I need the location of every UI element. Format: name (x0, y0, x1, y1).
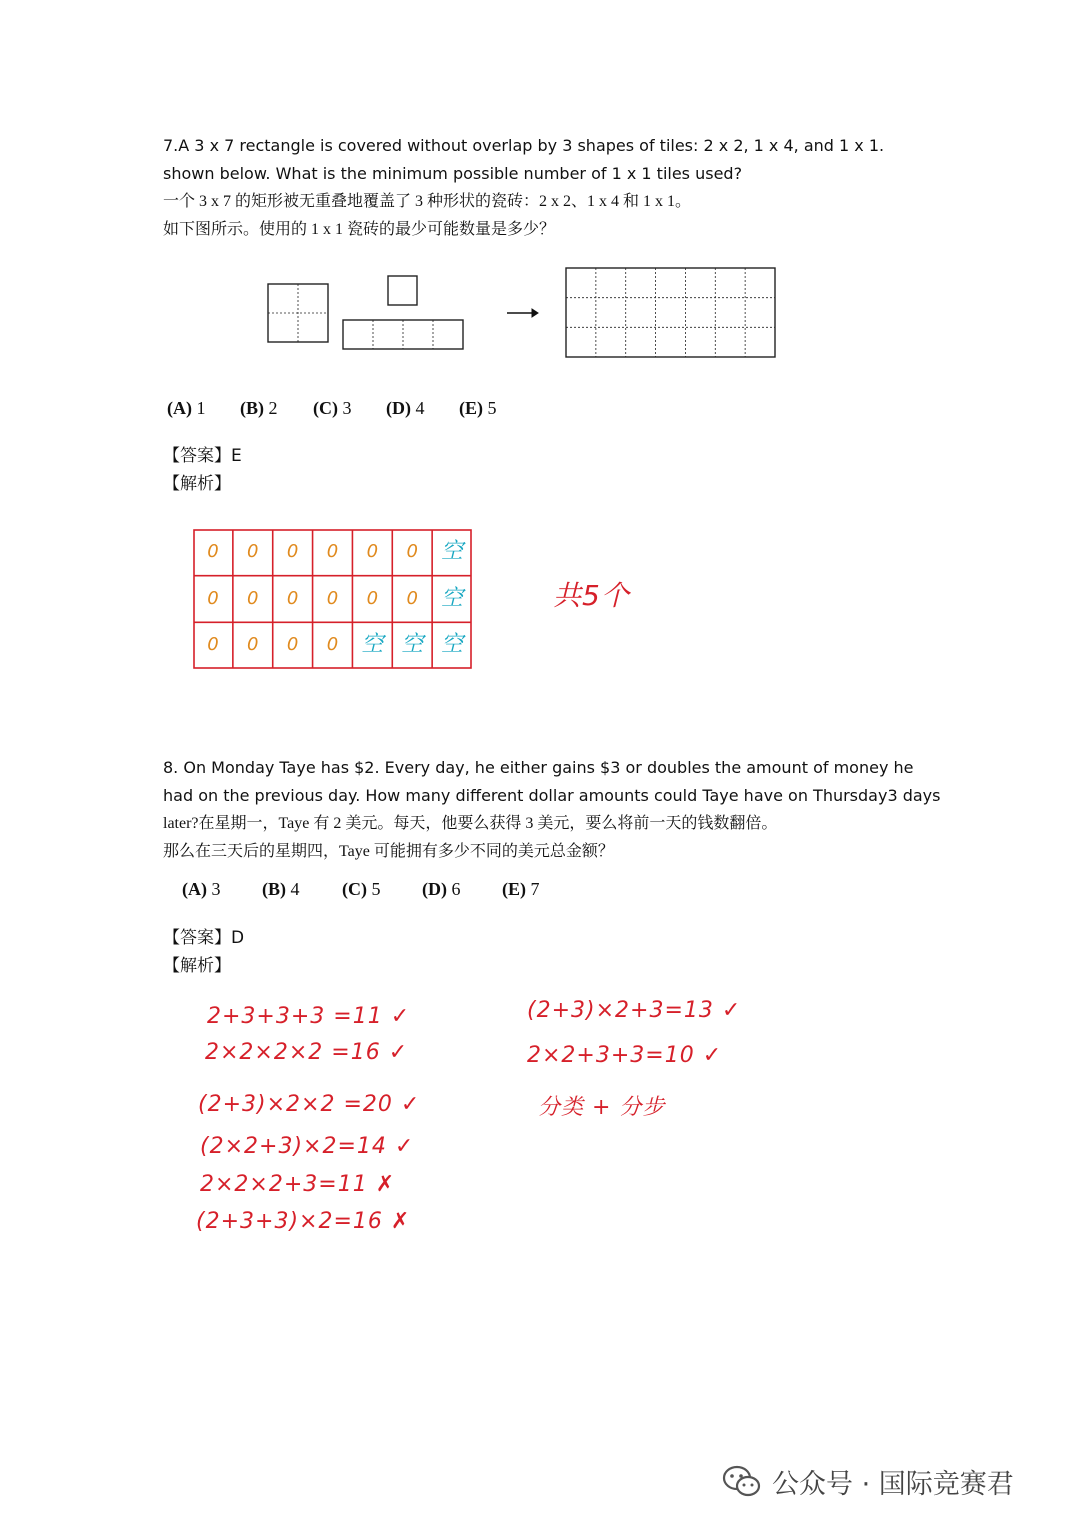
grid-cell: 0 (326, 634, 339, 656)
grid-cell: 0 (286, 634, 299, 656)
q8-work-line-1: 2+3+3+3 =11 ✓ (207, 1004, 411, 1029)
q7-choice-a[interactable]: (A) 1 (167, 398, 206, 418)
q7-choice-b[interactable]: (B) 2 (240, 398, 278, 418)
grid-cell: 0 (326, 587, 339, 609)
q7-solution-grid (193, 529, 472, 669)
tile-1x1 (388, 276, 417, 305)
q8-work-line-2: 2×2×2×2 =16 ✓ (205, 1040, 409, 1065)
grid-cell: 0 (247, 541, 259, 562)
grid-cell: 0 (326, 541, 339, 562)
q8-work-right-2: 2×2+3+3=10 ✓ (527, 1043, 723, 1068)
grid-cell: 0 (406, 587, 418, 609)
q8-choices (182, 879, 582, 900)
q8-choice-e[interactable]: (E) 7 (502, 879, 540, 899)
q8-answer: 【答案】D (163, 928, 245, 948)
grid-cell: 空 (401, 632, 424, 658)
q8-choice-c[interactable]: (C) 5 (342, 879, 381, 899)
tile-2x2 (268, 284, 328, 342)
q7-line-1: 7.A 3 x 7 rectangle is covered without overlap by 3 shapes of tiles: 2 x 2, 1 x 4, and 1 x 1. (163, 136, 885, 155)
grid-cell: 空 (441, 632, 464, 658)
rectangle-3x7 (566, 268, 775, 357)
grid-cell: 0 (366, 541, 379, 562)
grid-cell: 空 (441, 539, 464, 564)
q8-line-2: had on the previous day. How many different dollar amounts could Taye have on Thursday3 days (163, 786, 941, 805)
q7-choice-c[interactable]: (C) 3 (313, 398, 352, 418)
q7-answer: 【答案】E (163, 446, 242, 466)
q8-work-line-5: 2×2×2+3=11 ✗ (200, 1172, 396, 1197)
q7-question-en (163, 132, 884, 188)
q8-line-3: later?在星期一，Taye 有 2 美元。每天，他要么获得 3 美元，要么将前一天的钱数翻倍。 (163, 815, 778, 832)
watermark (722, 1462, 1014, 1501)
q7-line-2: shown below. What is the minimum possible number of 1 x 1 tiles used? (163, 164, 743, 183)
grid-cell: 0 (286, 541, 299, 562)
grid-cell: 0 (247, 634, 259, 656)
q8-work-line-3: (2+3)×2×2 =20 ✓ (198, 1092, 421, 1117)
q8-choice-a[interactable]: (A) 3 (182, 879, 221, 899)
q8-analysis-label: 【解析】 (163, 956, 231, 976)
q7-zh-line-1: 一个 3 x 7 的矩形被无重叠地覆盖了 3 种形状的瓷砖：2 x 2、1 x 4 和 1 x 1。 (163, 193, 692, 210)
grid-cell: 0 (207, 541, 219, 562)
q8-question (163, 754, 940, 866)
q7-analysis-label: 【解析】 (163, 474, 231, 494)
grid-cell: 0 (207, 634, 219, 656)
q7-zh-line-2: 如下图所示。使用的 1 x 1 瓷砖的最少可能数量是多少？ (163, 221, 556, 238)
grid-cell: 0 (366, 587, 379, 609)
tile-1x4 (343, 320, 463, 349)
q8-line-4: 那么在三天后的星期四，Taye 可能拥有多少不同的美元总金额？ (163, 843, 614, 860)
q7-choice-d[interactable]: (D) 4 (386, 398, 425, 418)
grid-cell: 0 (406, 541, 418, 562)
q8-work-line-4: (2×2+3)×2=14 ✓ (200, 1134, 415, 1159)
q7-choice-e[interactable]: (E) 5 (459, 398, 497, 418)
wechat-icon (722, 1465, 762, 1499)
grid-cell: 空 (361, 632, 384, 658)
watermark-text: 公众号 · 国际竞赛君 (772, 1469, 1014, 1500)
q8-line-1: 8. On Monday Taye has $2. Every day, he either gains $3 or doubles the amount of money he (163, 758, 914, 777)
q7-tiles-figure (260, 262, 790, 367)
grid-cell: 空 (441, 585, 464, 611)
q8-work-line-6: (2+3+3)×2=16 ✗ (196, 1209, 411, 1234)
grid-cell: 0 (207, 587, 219, 609)
q8-choice-d[interactable]: (D) 6 (422, 879, 461, 899)
arrow-icon (507, 309, 538, 317)
q7-question-zh (163, 188, 691, 244)
grid-cell: 0 (286, 587, 299, 609)
q7-handwritten-note: 共5个 (553, 579, 630, 612)
q8-work-right-3: 分类 + 分步 (538, 1095, 666, 1120)
q8-work-right-1: (2+3)×2+3=13 ✓ (527, 998, 742, 1023)
q7-choices (167, 398, 547, 419)
q8-choice-b[interactable]: (B) 4 (262, 879, 300, 899)
grid-cell: 0 (247, 587, 259, 609)
